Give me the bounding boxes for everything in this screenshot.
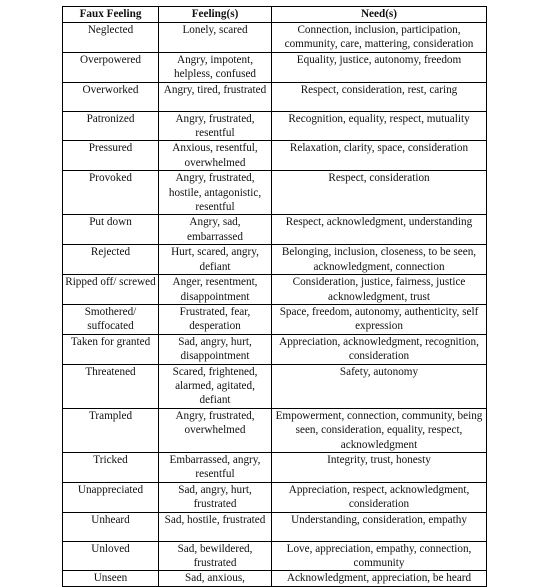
cell-faux-feeling: Overpowered	[63, 52, 159, 82]
table-row	[63, 304, 487, 334]
cell-feelings: Angry, frustrated, hostile, antagonistic, resentful	[159, 171, 272, 215]
cell-feelings: Sad, hostile, frustrated	[159, 512, 272, 541]
table-row	[63, 541, 487, 571]
cell-feelings: Scared, frightened, alarmed, agitated, defiant	[159, 364, 272, 408]
table-row	[63, 275, 487, 305]
cell-needs: Safety, autonomy	[272, 364, 487, 408]
cell-faux-feeling: Taken for granted	[63, 334, 159, 364]
cell-needs: Consideration, justice, fairness, justice acknowledgment, trust	[272, 275, 487, 305]
header-faux-feeling: Faux Feeling	[63, 7, 159, 23]
cell-faux-feeling: Put down	[63, 215, 159, 245]
table-row	[63, 571, 487, 586]
faux-feelings-table	[62, 6, 487, 587]
cell-feelings: Angry, impotent, helpless, confused	[159, 52, 272, 82]
table-row	[63, 52, 487, 82]
cell-needs: Relaxation, clarity, space, consideration	[272, 141, 487, 171]
cell-needs: Belonging, inclusion, closeness, to be seen, acknowledgment, connection	[272, 245, 487, 275]
table-row	[63, 171, 487, 215]
header-needs: Need(s)	[272, 7, 487, 23]
cell-feelings: Anxious, resentful, overwhelmed	[159, 141, 272, 171]
cell-feelings: Sad, bewildered, frustrated	[159, 541, 272, 571]
cell-faux-feeling: Trampled	[63, 408, 159, 452]
table-row	[63, 23, 487, 53]
table-row	[63, 215, 487, 245]
cell-faux-feeling: Unloved	[63, 541, 159, 571]
cell-needs: Integrity, trust, honesty	[272, 452, 487, 482]
header-row	[63, 7, 487, 23]
table-row	[63, 245, 487, 275]
cell-needs: Empowerment, connection, community, being seen, consideration, equality, respect, acknowledgment	[272, 408, 487, 452]
cell-faux-feeling: Ripped off/ screwed	[63, 275, 159, 305]
cell-needs: Appreciation, respect, acknowledgment, consideration	[272, 482, 487, 512]
table-row	[63, 482, 487, 512]
table-row	[63, 141, 487, 171]
cell-faux-feeling: Tricked	[63, 452, 159, 482]
table-header	[63, 7, 487, 23]
cell-needs: Appreciation, acknowledgment, recognition, consideration	[272, 334, 487, 364]
cell-faux-feeling: Neglected	[63, 23, 159, 53]
table-row	[63, 452, 487, 482]
table-row	[63, 111, 487, 141]
cell-faux-feeling: Provoked	[63, 171, 159, 215]
cell-feelings: Angry, sad, embarrassed	[159, 215, 272, 245]
cell-faux-feeling: Overworked	[63, 82, 159, 111]
table-row	[63, 82, 487, 111]
table-row	[63, 512, 487, 541]
cell-needs: Respect, acknowledgment, understanding	[272, 215, 487, 245]
header-feelings: Feeling(s)	[159, 7, 272, 23]
cell-faux-feeling: Pressured	[63, 141, 159, 171]
table-row	[63, 364, 487, 408]
cell-needs: Love, appreciation, empathy, connection, community	[272, 541, 487, 571]
cell-needs: Respect, consideration, rest, caring	[272, 82, 487, 111]
table-row	[63, 408, 487, 452]
cell-feelings: Angry, frustrated, overwhelmed	[159, 408, 272, 452]
cell-feelings: Sad, anxious,	[159, 571, 272, 586]
cell-feelings: Sad, angry, hurt, disappointment	[159, 334, 272, 364]
cell-needs: Equality, justice, autonomy, freedom	[272, 52, 487, 82]
cell-needs: Space, freedom, autonomy, authenticity, self expression	[272, 304, 487, 334]
cell-feelings: Angry, tired, frustrated	[159, 82, 272, 111]
cell-faux-feeling: Unseen	[63, 571, 159, 586]
cell-feelings: Angry, frustrated, resentful	[159, 111, 272, 141]
document-page	[62, 6, 486, 587]
cell-needs: Connection, inclusion, participation, community, care, mattering, consideration	[272, 23, 487, 53]
cell-needs: Acknowledgment, appreciation, be heard	[272, 571, 487, 586]
cell-faux-feeling: Unheard	[63, 512, 159, 541]
cell-feelings: Lonely, scared	[159, 23, 272, 53]
cell-needs: Respect, consideration	[272, 171, 487, 215]
table-body	[63, 23, 487, 587]
cell-faux-feeling: Patronized	[63, 111, 159, 141]
cell-feelings: Embarrassed, angry, resentful	[159, 452, 272, 482]
cell-needs: Recognition, equality, respect, mutuality	[272, 111, 487, 141]
cell-feelings: Sad, angry, hurt, frustrated	[159, 482, 272, 512]
cell-faux-feeling: Smothered/ suffocated	[63, 304, 159, 334]
cell-feelings: Hurt, scared, angry, defiant	[159, 245, 272, 275]
cell-feelings: Anger, resentment, disappointment	[159, 275, 272, 305]
cell-faux-feeling: Rejected	[63, 245, 159, 275]
table-row	[63, 334, 487, 364]
cell-faux-feeling: Threatened	[63, 364, 159, 408]
cell-faux-feeling: Unappreciated	[63, 482, 159, 512]
cell-feelings: Frustrated, fear, desperation	[159, 304, 272, 334]
cell-needs: Understanding, consideration, empathy	[272, 512, 487, 541]
